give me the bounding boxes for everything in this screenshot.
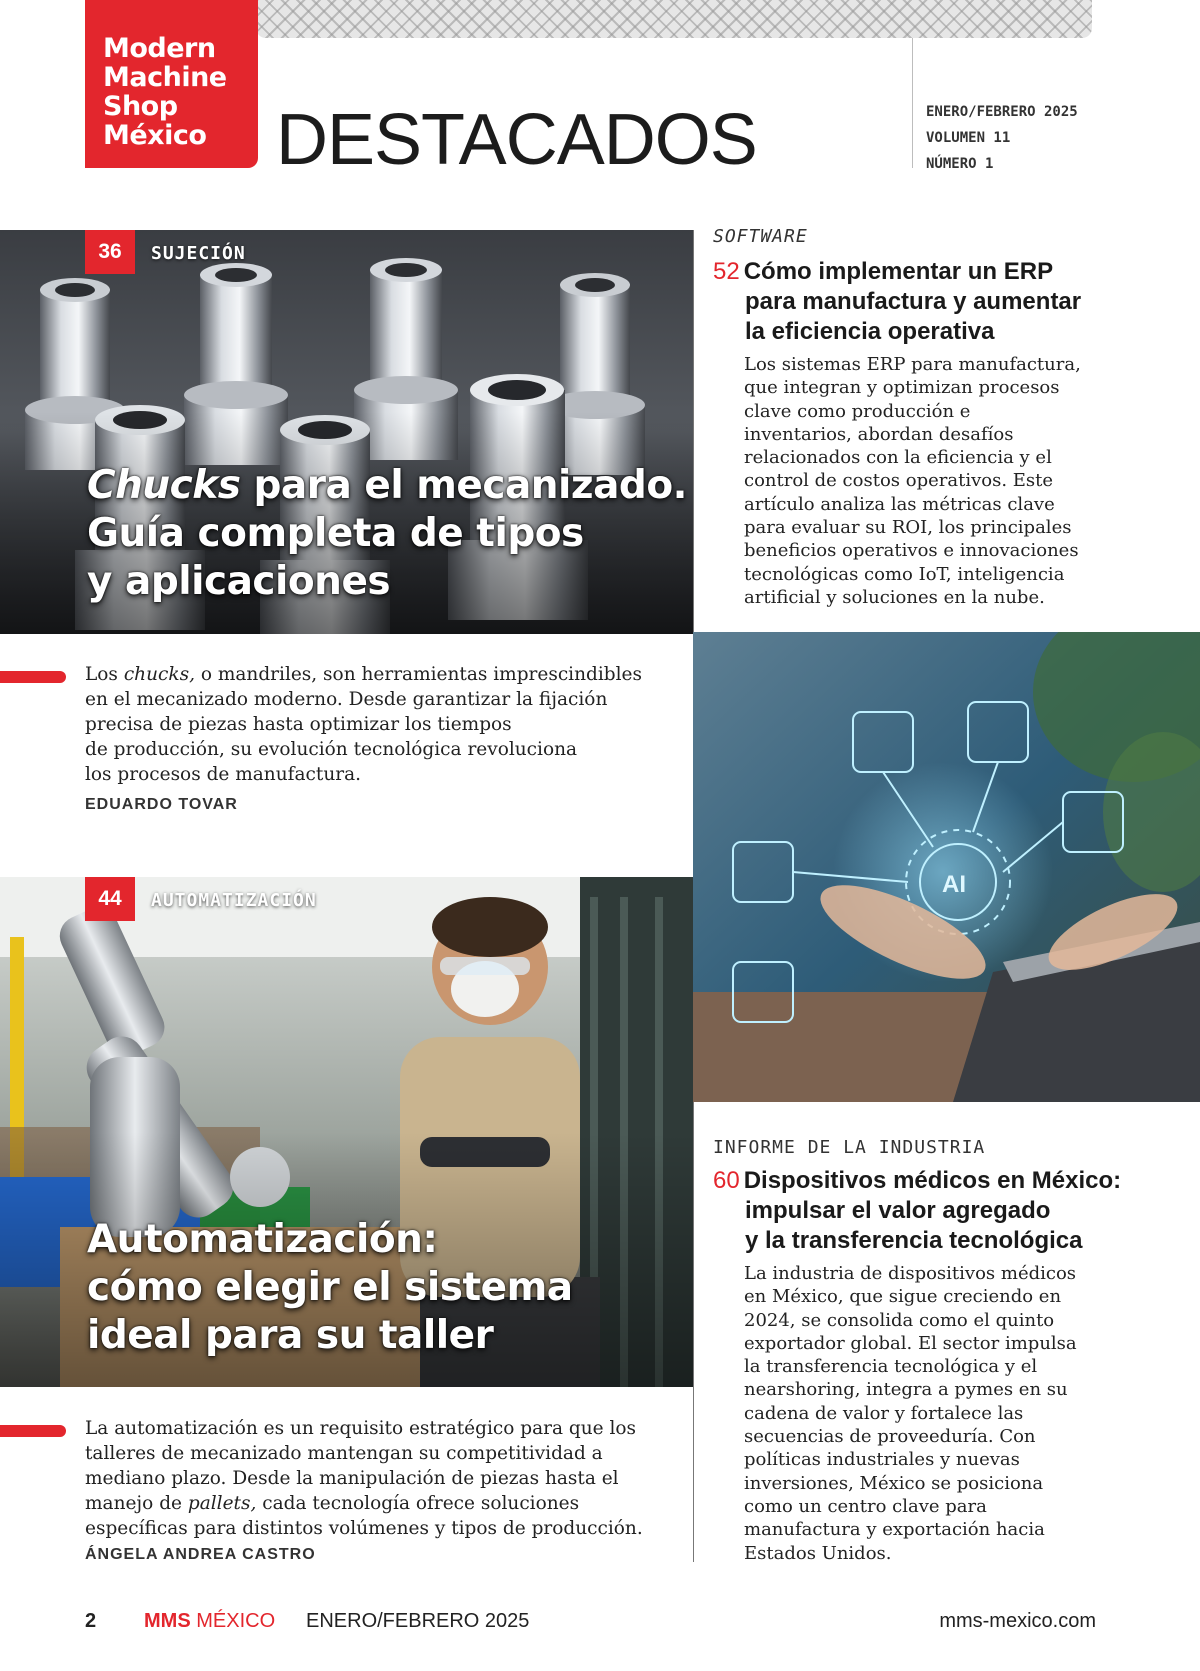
summary-text: clave como producción e bbox=[744, 400, 971, 422]
article-section-label: INFORME DE LA INDUSTRIA bbox=[713, 1137, 986, 1158]
article-summary bbox=[85, 1416, 643, 1541]
summary-text: Estados Unidos. bbox=[744, 1542, 892, 1564]
issue-volume: VOLUMEN 11 bbox=[926, 130, 1011, 146]
summary-text: los procesos de manufactura. bbox=[85, 764, 361, 785]
summary-text: artículo analiza las métricas clave bbox=[744, 493, 1055, 515]
footer-page-number: 2 bbox=[85, 1610, 97, 1632]
mms-mexico-logo[interactable] bbox=[85, 0, 258, 168]
summary-text: de producción, su evolución tecnológica revoluciona bbox=[85, 739, 578, 760]
summary-text: cada tecnología ofrece soluciones bbox=[256, 1493, 580, 1514]
summary-text: secuencias de proveeduría. Con bbox=[744, 1426, 1036, 1448]
erp-photo-art bbox=[693, 632, 1200, 1102]
title-text: para manufactura y aumentar bbox=[745, 288, 1082, 315]
title-text: cómo elegir el sistema bbox=[87, 1265, 573, 1310]
summary-text: Los sistemas ERP para manufactura, bbox=[744, 354, 1081, 375]
summary-text: específicas para distintos volúmenes y tipos de producción. bbox=[85, 1518, 643, 1539]
logo-line: Machine bbox=[103, 62, 227, 93]
title-text: y aplicaciones bbox=[87, 559, 391, 604]
accent-bar bbox=[0, 671, 66, 683]
summary-text: cadena de valor y fortalece las bbox=[744, 1402, 1024, 1424]
summary-text: tecnológicas como IoT, inteligencia bbox=[744, 563, 1065, 585]
summary-text: que integran y optimizan procesos bbox=[744, 377, 1060, 399]
summary-text: exportador global. El sector impulsa bbox=[744, 1332, 1077, 1354]
logo-line: Modern bbox=[103, 33, 216, 64]
article-author: EDUARDO TOVAR bbox=[85, 796, 238, 813]
article-section-label: SOFTWARE bbox=[713, 226, 808, 247]
article-summary bbox=[85, 662, 642, 787]
summary-text: mediano plazo. Desde la manipulación de piezas hasta el bbox=[85, 1468, 619, 1489]
summary-text: precisa de piezas hasta optimizar los tiempos bbox=[85, 714, 512, 735]
accent-bar bbox=[0, 1425, 66, 1437]
article-title[interactable] bbox=[713, 257, 1081, 347]
issue-number: NÚMERO 1 bbox=[926, 156, 994, 172]
logo-line: Shop bbox=[103, 91, 178, 122]
title-text: ideal para su taller bbox=[87, 1313, 494, 1358]
summary-text: La industria de dispositivos médicos bbox=[744, 1263, 1077, 1284]
issue-date: ENERO/FEBRERO 2025 bbox=[926, 104, 1078, 120]
summary-text: manufactura y exportación hacia bbox=[744, 1519, 1045, 1541]
erp-photo[interactable] bbox=[693, 632, 1200, 1102]
article-page-number: 60 bbox=[713, 1167, 740, 1194]
summary-text: 2024, se consolida como el quinto bbox=[744, 1309, 1055, 1331]
footer-date: ENERO/FEBRERO 2025 bbox=[306, 1610, 530, 1632]
summary-text: manejo de bbox=[85, 1493, 188, 1514]
article-author: ÁNGELA ANDREA CASTRO bbox=[85, 1546, 316, 1563]
summary-text: La automatización es un requisito estratégico para que los bbox=[85, 1418, 637, 1439]
summary-text: nearshoring, integra a pymes en su bbox=[744, 1379, 1068, 1401]
summary-text: inventarios, abordan desafíos bbox=[744, 423, 1014, 445]
footer-brand[interactable] bbox=[144, 1610, 275, 1633]
logo-line: México bbox=[103, 120, 207, 151]
title-text: Guía completa de tipos bbox=[87, 511, 584, 556]
summary-text: relacionados con la eficiencia y el bbox=[744, 447, 1052, 469]
summary-text: beneficios operativos e innovaciones bbox=[744, 540, 1079, 562]
summary-text: talleres de mecanizado mantengan su competitividad a bbox=[85, 1443, 603, 1464]
article-title[interactable] bbox=[713, 1166, 1121, 1256]
summary-text: inversiones, México se posiciona bbox=[744, 1472, 1044, 1494]
article-page-badge: 36 bbox=[85, 230, 135, 274]
summary-text: la transferencia tecnológica y el bbox=[744, 1356, 1038, 1378]
issue-divider bbox=[912, 38, 913, 168]
title-text: impulsar el valor agregado bbox=[745, 1197, 1051, 1224]
title-text: para el mecanizado. bbox=[240, 463, 687, 508]
title-text: Automatización: bbox=[87, 1217, 438, 1262]
summary-italic: chucks, bbox=[123, 664, 195, 685]
title-text: y la transferencia tecnológica bbox=[745, 1227, 1083, 1254]
title-text: la eficiencia operativa bbox=[745, 318, 995, 345]
column-divider bbox=[693, 1102, 694, 1562]
summary-italic: pallets, bbox=[187, 1493, 257, 1514]
summary-text: para evaluar su ROI, los principales bbox=[744, 517, 1072, 539]
summary-text: en México, que sigue creciendo en bbox=[744, 1286, 1062, 1308]
article-section-label: SUJECIÓN bbox=[151, 243, 246, 264]
summary-text: como un centro clave para bbox=[744, 1495, 987, 1517]
summary-text: políticas industriales y nuevas bbox=[744, 1449, 1020, 1471]
title-text: Dispositivos médicos en México: bbox=[743, 1167, 1122, 1194]
article-title[interactable] bbox=[87, 462, 687, 606]
summary-text: o mandriles, son herramientas imprescindibles bbox=[194, 664, 642, 685]
article-summary bbox=[744, 1262, 1094, 1565]
footer-brand-bold: MMS bbox=[144, 1610, 191, 1632]
header-pattern-band bbox=[256, 0, 1092, 38]
title-text: Cómo implementar un ERP bbox=[743, 258, 1054, 285]
column-divider bbox=[693, 230, 694, 632]
issue-info bbox=[926, 99, 1078, 177]
summary-text: control de costos operativos. Este bbox=[744, 470, 1054, 492]
article-title[interactable] bbox=[87, 1216, 573, 1360]
article-page-number: 52 bbox=[713, 258, 740, 285]
summary-text: Los bbox=[85, 664, 124, 685]
summary-text: en el mecanizado moderno. Desde garantizar la fijación bbox=[85, 689, 608, 710]
footer-brand-rest: MÉXICO bbox=[190, 1610, 276, 1632]
summary-text: artificial y soluciones en la nube. bbox=[744, 586, 1045, 608]
footer-url-link[interactable]: mms-mexico.com bbox=[939, 1610, 1096, 1632]
svg-text:AI: AI bbox=[942, 871, 966, 898]
title-italic-word: Chucks bbox=[87, 463, 241, 508]
article-page-badge: 44 bbox=[85, 877, 135, 921]
article-section-label: AUTOMATIZACIÓN bbox=[151, 890, 317, 911]
page-title: DESTACADOS bbox=[276, 100, 757, 180]
article-summary bbox=[744, 353, 1094, 609]
